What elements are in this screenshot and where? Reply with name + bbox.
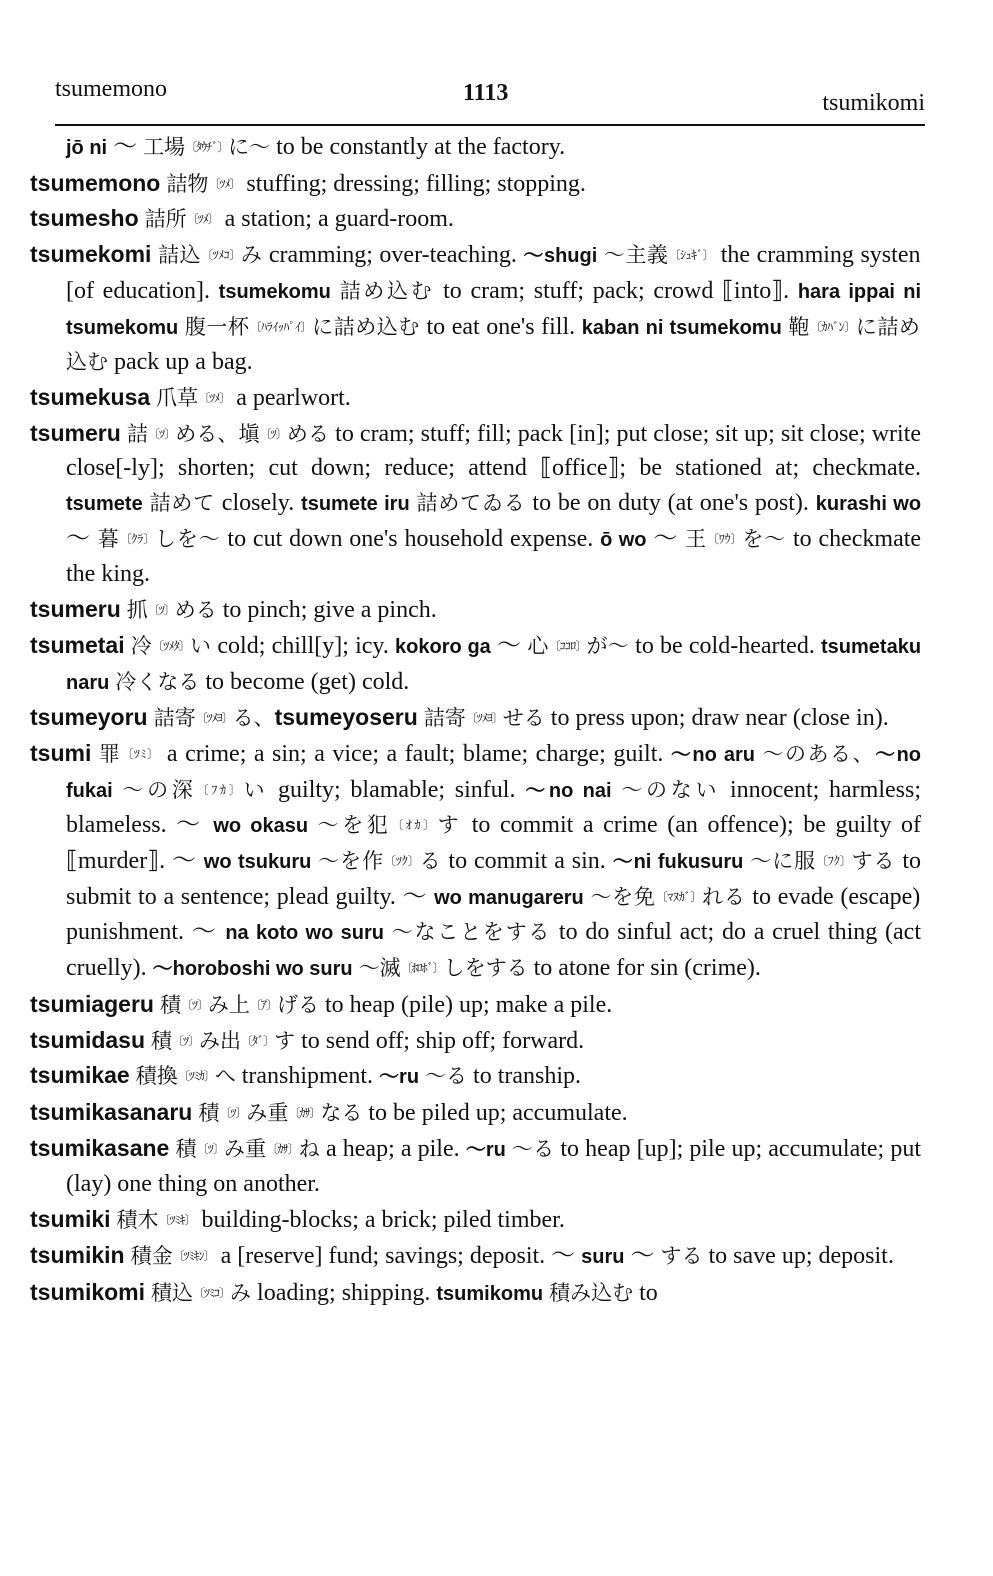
japanese-text: ね [298, 1136, 320, 1161]
furigana-reading: 〔ﾂ〕 [259, 426, 287, 441]
japanese-text: ～のある、 [762, 741, 876, 766]
furigana-reading: 〔ｺｺﾛ〕 [548, 638, 587, 653]
page-number: 1113 [463, 80, 509, 106]
furigana-reading: 〔ﾂﾒﾖ〕 [465, 711, 503, 726]
japanese-text: 詰所 [144, 207, 187, 232]
japanese-text: しを～ [155, 526, 221, 551]
headword: tsumiki [30, 1206, 111, 1233]
japanese-text: める、塡 [175, 421, 260, 446]
definition-text [331, 278, 340, 304]
romanized-phrase: wo okasu [213, 815, 309, 838]
japanese-text: が～ [586, 633, 629, 658]
japanese-text: ～の深 [122, 777, 197, 802]
japanese-text: 抓 [126, 598, 148, 623]
dictionary-entry [30, 1238, 921, 1275]
furigana-reading: 〔ｶｻ〕 [288, 1105, 321, 1120]
romanized-phrase: ō wo [600, 528, 647, 551]
definition-text: building-blocks; a brick; piled timber. [195, 1207, 565, 1234]
definition-text: ～ [646, 525, 686, 552]
definition-text: to eat one's fill. [419, 313, 582, 340]
definition-text: to be cold-hearted. [628, 632, 822, 659]
dictionary-entry [30, 700, 921, 736]
romanized-phrase: jō ni [66, 137, 108, 159]
japanese-text: 工場 [143, 135, 186, 159]
japanese-text: ～主義 [603, 243, 669, 268]
headword: tsumesho [30, 205, 139, 232]
running-header [55, 72, 925, 116]
furigana-reading: 〔ﾂﾐ〕 [121, 746, 160, 761]
definition-text: to heap (pile) up; make a pile. [319, 991, 613, 1018]
japanese-text: める [174, 598, 217, 623]
furigana-reading: 〔ﾎﾛﾎﾞ〕 [400, 961, 444, 976]
headword: tsumi [30, 739, 92, 766]
definition-text: to [633, 1279, 658, 1306]
headword: tsumikae [30, 1062, 130, 1089]
furigana-reading: 〔ｸﾗ〕 [119, 531, 155, 546]
furigana-reading: 〔ﾂﾐｷﾝ〕 [172, 1248, 215, 1263]
definition-text [113, 777, 123, 803]
definition-text: to pinch; give a pinch. [216, 597, 437, 624]
dictionary-entry [30, 130, 921, 166]
definition-text: to heap [up]; pile up; accumulate; put (lay) one thing on another. [66, 1135, 921, 1198]
definition-text: ～ [490, 632, 528, 659]
japanese-text: へ [214, 1064, 236, 1089]
japanese-text: 冷くなる [115, 669, 200, 694]
japanese-text: ～に服 [750, 849, 817, 874]
romanized-phrase: tsumikomu [436, 1282, 544, 1305]
definition-text: guilty; blamable; sinful. [268, 776, 526, 803]
definition-text: transhipment. [235, 1063, 380, 1090]
japanese-text: 積 [175, 1136, 197, 1161]
definition-text: cold; chill[y]; icy. [211, 632, 396, 659]
dictionary-entry [30, 1131, 921, 1202]
furigana-reading: 〔ｵｶ〕 [391, 818, 438, 833]
japanese-text: る [419, 849, 442, 874]
japanese-text: ～る [425, 1064, 468, 1089]
dictionary-entry [30, 1095, 921, 1131]
definition-text [91, 741, 99, 767]
headword: tsumikin [30, 1241, 125, 1268]
romanized-phrase: tsumete [66, 493, 143, 516]
headword: tsumiageru [30, 990, 154, 1017]
japanese-text: める [286, 421, 330, 446]
japanese-text: 暮 [97, 526, 120, 551]
japanese-text: す [437, 813, 463, 838]
definition-text [178, 314, 185, 340]
definition-text: to evade (escape) punishment. ～ [66, 883, 921, 946]
japanese-text: ～を作 [318, 849, 384, 874]
japanese-text: 王 [685, 526, 707, 551]
romanized-phrase: hara ippai ni tsumekomu [66, 280, 922, 339]
furigana-reading: 〔ﾂ〕 [172, 1033, 200, 1048]
headword: tsumikasane [30, 1134, 170, 1161]
romanized-phrase: ～ni fukusuru [612, 851, 744, 874]
japanese-text: い [243, 777, 269, 802]
japanese-text: 積 [159, 992, 181, 1017]
furigana-reading: 〔ｱ〕 [250, 997, 278, 1012]
definition-text: to do sinful act; do a cruel thing (act cruelly). [66, 919, 921, 982]
definition-text: closely. [214, 490, 302, 517]
romanized-phrase: na koto wo suru [225, 922, 384, 945]
furigana-reading: 〔ﾂﾐｶ〕 [177, 1069, 215, 1084]
furigana-reading: 〔ﾂﾒ〕 [186, 212, 219, 227]
definition-text [308, 812, 318, 838]
headword: tsumetai [30, 631, 125, 658]
japanese-text: み重 [223, 1136, 267, 1161]
romanized-phrase: kurashi wo [815, 493, 922, 516]
furigana-reading: 〔ﾂﾒﾖ〕 [195, 711, 233, 726]
definition-text [755, 741, 763, 767]
furigana-reading: 〔ﾜｳ〕 [706, 531, 743, 546]
romanized-phrase: kokoro ga [395, 635, 491, 658]
headword: tsumemono [30, 169, 161, 196]
furigana-reading: 〔ﾂ〕 [180, 997, 208, 1012]
definition-text [384, 919, 392, 945]
japanese-text: ～なことをする [391, 920, 552, 945]
japanese-text: 腹一杯 [184, 314, 250, 339]
headword: tsumeyoru [30, 704, 148, 731]
headword: tsumekusa [30, 383, 151, 410]
japanese-text: 積み込む [549, 1280, 634, 1305]
dictionary-entry [30, 987, 921, 1023]
furigana-reading: 〔ﾀﾞ〕 [241, 1033, 275, 1048]
furigana-reading: 〔ﾊﾗｲｯﾊﾟｲ〕 [249, 319, 313, 334]
dictionary-entry [30, 1058, 921, 1095]
headword: tsumidasu [30, 1026, 146, 1053]
definition-text: to commit a crime (an offence); be guilty of ⟦murder⟧. ～ [66, 812, 922, 875]
japanese-text: 爪草 [156, 385, 199, 410]
dictionary-entry [30, 592, 921, 628]
japanese-text: す [274, 1028, 296, 1053]
furigana-reading: 〔ﾂ〕 [219, 1105, 247, 1120]
japanese-text: 鞄 [788, 314, 810, 339]
header-right-guide-word: tsumikomi [822, 90, 925, 116]
headword: tsumikomi [30, 1278, 146, 1305]
japanese-text: 積木 [116, 1208, 159, 1233]
furigana-reading: 〔ﾂﾒﾀ〕 [152, 638, 190, 653]
furigana-reading: 〔ﾂ〕 [147, 426, 176, 441]
furigana-reading: 〔ｼｭｷﾞ〕 [668, 248, 715, 263]
furigana-reading: 〔ﾂﾐｷ〕 [158, 1213, 196, 1228]
definition-text: to checkmate the king. [66, 525, 922, 588]
dictionary-entry [30, 380, 921, 416]
japanese-text: げる [277, 992, 320, 1017]
header-rule [55, 124, 925, 126]
japanese-text: み上 [208, 992, 250, 1017]
dictionary-entry [30, 201, 921, 237]
definition-text: a heap; a pile. [319, 1135, 466, 1162]
japanese-text: ～滅 [358, 956, 401, 981]
japanese-text: なる [320, 1100, 363, 1125]
entry-list [30, 130, 921, 1311]
japanese-text: 詰寄 [423, 706, 466, 731]
japanese-text: 心 [527, 633, 549, 658]
dictionary-entry [30, 1275, 921, 1312]
headword: tsumeyoseru [274, 704, 418, 731]
definition-text: to cram; stuff; pack; crowd ⟦into⟧. [434, 277, 798, 304]
romanized-phrase: ～ru [465, 1138, 506, 1161]
romanized-phrase: tsumete iru [301, 493, 410, 516]
romanized-phrase: wo manugareru [434, 886, 584, 909]
definition-text: the cramming systen [of education]. [66, 242, 921, 304]
romanized-phrase: ～no aru [670, 743, 756, 766]
definition-text: to cram; stuff; fill; pack [in]; put close; sit up; sit close; write close[-ly]; shorten; cut down; reduce; attend ⟦office⟧; be stationed at; checkmate. [66, 420, 922, 482]
japanese-text: ～る [512, 1136, 555, 1161]
furigana-reading: 〔ﾂﾐｺ〕 [193, 1285, 231, 1300]
japanese-text: ～のない [621, 777, 721, 802]
japanese-text: 積 [151, 1028, 173, 1053]
romanized-phrase: tsumetaku naru [66, 635, 922, 694]
japanese-text: に詰め込む [66, 314, 921, 375]
japanese-text: 罪 [98, 741, 122, 766]
japanese-text: を～ [742, 526, 787, 551]
furigana-reading: 〔ﾏﾇｶﾞ〕 [655, 889, 703, 904]
definition-text: to save up; deposit. [702, 1242, 894, 1269]
japanese-text: ～を免 [590, 884, 656, 909]
dictionary-entry [30, 237, 921, 380]
dictionary-entry [30, 1023, 921, 1059]
romanized-phrase: ～ru [379, 1066, 420, 1089]
japanese-text: 積 [198, 1100, 220, 1125]
definition-text: cramming; over-teaching. [262, 242, 524, 269]
dictionary-entry [30, 736, 921, 987]
definition-text: to be constantly at the factory. [270, 134, 566, 160]
definition-text: to submit to a sentence; plead guilty. ～ [66, 848, 922, 910]
definition-text: ～ [624, 1242, 661, 1269]
japanese-text: 詰 [126, 421, 148, 446]
definition-text: stuffing; dressing; filling; stopping. [240, 170, 586, 197]
definition-text [410, 490, 417, 516]
definition-text: to be piled up; accumulate. [362, 1099, 628, 1126]
furigana-reading: 〔ﾂﾒ〕 [198, 390, 231, 405]
japanese-text: れる [702, 884, 746, 909]
definition-text: pack up a bag. [108, 349, 253, 376]
japanese-text: み出 [199, 1028, 242, 1053]
definition-text: a [reserve] fund; savings; deposit. ～ [214, 1242, 582, 1269]
headword: tsumeru [30, 419, 121, 446]
definition-text: to tranship. [467, 1063, 582, 1090]
romanized-phrase: tsumekomu [218, 280, 331, 303]
japanese-text: に～ [228, 135, 271, 159]
japanese-text: 詰寄 [153, 706, 196, 731]
definition-text: to press upon; draw near (close in). [544, 705, 889, 732]
dictionary-entry [30, 166, 921, 202]
japanese-text: する [660, 1243, 703, 1268]
japanese-text: に詰め込む [312, 314, 420, 339]
definition-text: a station; a guard-room. [218, 206, 454, 233]
definition-text: to send off; ship off; forward. [295, 1027, 585, 1054]
japanese-text: する [851, 849, 896, 874]
japanese-text: み [240, 243, 263, 268]
japanese-text: 詰込 [157, 243, 202, 268]
japanese-text: せる [502, 706, 545, 731]
definition-text: innocent; harmless; blameless. ～ [66, 776, 921, 839]
japanese-text: 冷 [130, 633, 152, 658]
japanese-text: 積金 [130, 1243, 173, 1268]
furigana-reading: 〔ﾂﾒｺ〕 [201, 248, 241, 263]
romanized-phrase: suru [581, 1245, 625, 1268]
romanized-phrase: wo tsukuru [203, 851, 312, 874]
furigana-reading: 〔ｶﾊﾞﾝ〕 [809, 319, 856, 334]
furigana-reading: 〔ﾂﾒ〕 [208, 176, 241, 191]
romanized-phrase: ～no fukai [66, 743, 922, 802]
romanized-phrase: kaban ni tsumekomu [581, 316, 782, 339]
definition-text: to atone for sin (crime). [527, 955, 761, 982]
furigana-reading: 〔ﾌｸ〕 [816, 854, 852, 869]
furigana-reading: 〔ｶｻ〕 [266, 1141, 299, 1156]
definition-text: a pearlwort. [230, 384, 351, 411]
definition-text: a crime; a sin; a vice; a fault; blame; charge; guilt. [159, 740, 671, 767]
japanese-text: 詰物 [166, 171, 209, 196]
japanese-text: 詰めてゐる [416, 491, 526, 516]
romanized-phrase: ～no nai [525, 779, 612, 802]
japanese-text: る、 [232, 706, 275, 731]
japanese-text: み重 [246, 1100, 289, 1125]
japanese-text: 詰め込む [339, 278, 435, 303]
japanese-text: ～を犯 [317, 813, 392, 838]
japanese-text: み [230, 1280, 252, 1305]
romanized-phrase: ～shugi [523, 245, 598, 268]
japanese-text: 積込 [151, 1280, 194, 1305]
furigana-reading: 〔ﾌｶ〕 [196, 782, 244, 797]
furigana-reading: 〔ﾂ〕 [196, 1141, 224, 1156]
dictionary-entry [30, 628, 921, 700]
definition-text [612, 777, 622, 803]
headword: tsumeru [30, 596, 121, 623]
japanese-text: い [189, 633, 212, 658]
headword: tsumikasanaru [30, 1098, 193, 1125]
headword: tsumekomi [30, 241, 152, 268]
header-left-guide-word: tsumemono [55, 76, 167, 102]
furigana-reading: 〔ﾂｸ〕 [383, 854, 420, 869]
definition-text: ～ [107, 134, 144, 160]
japanese-text: 積換 [135, 1064, 178, 1089]
definition-text: ～ [66, 525, 98, 552]
definition-text: to commit a sin. [441, 848, 613, 875]
definition-text: to be on duty (at one's post). [525, 490, 816, 517]
dictionary-entry [30, 416, 921, 593]
dictionary-entry [30, 1202, 921, 1238]
furigana-reading: 〔ﾂ〕 [147, 603, 175, 618]
furigana-reading: 〔ﾀｳﾁﾞ〕 [185, 140, 229, 154]
japanese-text: しをする [443, 956, 528, 981]
definition-text: to become (get) cold. [199, 668, 410, 695]
romanized-phrase: ～horoboshi wo suru [152, 958, 353, 981]
definition-text: loading; shipping. [251, 1279, 437, 1306]
definition-text [143, 490, 150, 516]
definition-text: to cut down one's household expense. [220, 525, 601, 552]
japanese-text: 詰めて [149, 491, 215, 516]
